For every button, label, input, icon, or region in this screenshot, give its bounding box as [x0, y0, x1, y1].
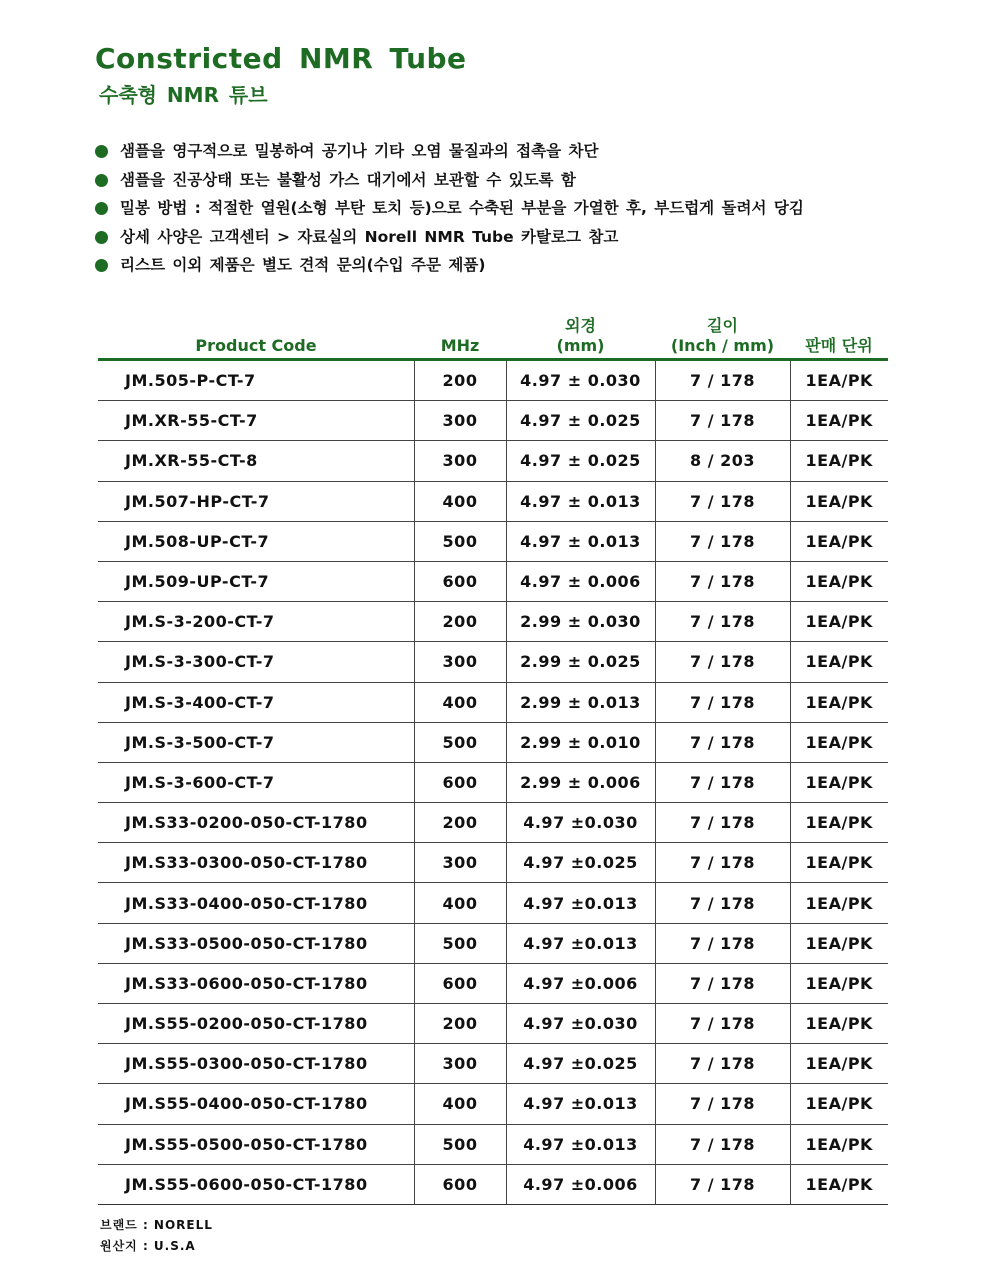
table-row	[98, 642, 888, 682]
table-row	[98, 803, 888, 843]
cell-sales-unit: 1EA/PK	[790, 1004, 888, 1044]
table-row	[98, 1084, 888, 1124]
cell-length: 7 / 178	[655, 642, 790, 682]
cell-outer-diameter: 4.97 ±0.006	[506, 963, 655, 1003]
cell-product-code: JM.S33-0200-050-CT-1780	[98, 803, 414, 843]
cell-product-code: JM.S55-0200-050-CT-1780	[98, 1004, 414, 1044]
cell-mhz: 200	[414, 803, 506, 843]
cell-mhz: 600	[414, 762, 506, 802]
cell-sales-unit: 1EA/PK	[790, 642, 888, 682]
cell-sales-unit: 1EA/PK	[790, 923, 888, 963]
cell-length: 7 / 178	[655, 803, 790, 843]
cell-mhz: 300	[414, 843, 506, 883]
cell-product-code: JM.S-3-300-CT-7	[98, 642, 414, 682]
cell-length: 7 / 178	[655, 521, 790, 561]
cell-length: 7 / 178	[655, 883, 790, 923]
cell-mhz: 400	[414, 481, 506, 521]
cell-mhz: 300	[414, 401, 506, 441]
cell-mhz: 200	[414, 1004, 506, 1044]
feature-list	[95, 140, 804, 283]
cell-outer-diameter: 4.97 ±0.030	[506, 1004, 655, 1044]
cell-product-code: JM.S55-0500-050-CT-1780	[98, 1124, 414, 1164]
cell-length: 7 / 178	[655, 1044, 790, 1084]
cell-mhz: 300	[414, 441, 506, 481]
cell-outer-diameter: 4.97 ± 0.030	[506, 360, 655, 401]
list-item: 샘플을 진공상태 또는 불활성 가스 대기에서 보관할 수 있도록 함	[95, 169, 804, 198]
cell-product-code: JM.S33-0600-050-CT-1780	[98, 963, 414, 1003]
bullet-dot-icon	[95, 202, 108, 215]
cell-length: 7 / 178	[655, 1164, 790, 1204]
cell-product-code: JM.S33-0500-050-CT-1780	[98, 923, 414, 963]
cell-length: 7 / 178	[655, 1084, 790, 1124]
cell-product-code: JM.S55-0600-050-CT-1780	[98, 1164, 414, 1204]
cell-sales-unit: 1EA/PK	[790, 360, 888, 401]
cell-outer-diameter: 4.97 ± 0.006	[506, 561, 655, 601]
cell-sales-unit: 1EA/PK	[790, 1084, 888, 1124]
cell-product-code: JM.S33-0400-050-CT-1780	[98, 883, 414, 923]
cell-product-code: JM.S-3-500-CT-7	[98, 722, 414, 762]
cell-mhz: 400	[414, 1084, 506, 1124]
cell-sales-unit: 1EA/PK	[790, 883, 888, 923]
cell-length: 7 / 178	[655, 762, 790, 802]
cell-sales-unit: 1EA/PK	[790, 1044, 888, 1084]
table-row	[98, 401, 888, 441]
brand-label: 브랜드 : NORELL	[100, 1218, 213, 1232]
cell-mhz: 400	[414, 682, 506, 722]
cell-length: 7 / 178	[655, 843, 790, 883]
cell-outer-diameter: 4.97 ± 0.025	[506, 441, 655, 481]
cell-outer-diameter: 2.99 ± 0.030	[506, 602, 655, 642]
bullet-dot-icon	[95, 145, 108, 158]
bullet-dot-icon	[95, 259, 108, 272]
product-table	[98, 310, 888, 1205]
table-row	[98, 963, 888, 1003]
cell-outer-diameter: 4.97 ±0.025	[506, 843, 655, 883]
table-row	[98, 521, 888, 561]
cell-product-code: JM.S-3-200-CT-7	[98, 602, 414, 642]
cell-product-code: JM.XR-55-CT-8	[98, 441, 414, 481]
cell-sales-unit: 1EA/PK	[790, 803, 888, 843]
cell-mhz: 600	[414, 1164, 506, 1204]
table-row	[98, 602, 888, 642]
cell-mhz: 200	[414, 602, 506, 642]
cell-sales-unit: 1EA/PK	[790, 401, 888, 441]
cell-product-code: JM.507-HP-CT-7	[98, 481, 414, 521]
cell-length: 7 / 178	[655, 923, 790, 963]
cell-outer-diameter: 2.99 ± 0.010	[506, 722, 655, 762]
table-row	[98, 843, 888, 883]
cell-product-code: JM.S55-0400-050-CT-1780	[98, 1084, 414, 1124]
cell-mhz: 200	[414, 360, 506, 401]
table-row	[98, 923, 888, 963]
table-row	[98, 1044, 888, 1084]
cell-outer-diameter: 4.97 ±0.013	[506, 923, 655, 963]
table-row	[98, 481, 888, 521]
header-mhz: MHz	[414, 310, 506, 360]
cell-mhz: 600	[414, 963, 506, 1003]
cell-mhz: 600	[414, 561, 506, 601]
cell-outer-diameter: 4.97 ± 0.025	[506, 401, 655, 441]
cell-length: 7 / 178	[655, 682, 790, 722]
cell-mhz: 500	[414, 521, 506, 561]
table-body	[98, 360, 888, 1205]
cell-length: 7 / 178	[655, 1004, 790, 1044]
list-item: 상세 사양은 고객센터 > 자료실의 Norell NMR Tube 카탈로그 참고	[95, 226, 804, 255]
list-item: 밀봉 방법 : 적절한 열원(소형 부탄 토치 등)으로 수축된 부분을 가열한 후, 부드럽게 돌려서 당김	[95, 197, 804, 226]
cell-length: 7 / 178	[655, 963, 790, 1003]
cell-sales-unit: 1EA/PK	[790, 682, 888, 722]
bullet-dot-icon	[95, 174, 108, 187]
table-row	[98, 561, 888, 601]
cell-mhz: 300	[414, 642, 506, 682]
cell-product-code: JM.S-3-600-CT-7	[98, 762, 414, 802]
page-title: Constricted NMR Tube	[95, 42, 467, 75]
cell-sales-unit: 1EA/PK	[790, 521, 888, 561]
origin-label: 원산지 : U.S.A	[100, 1239, 196, 1253]
table-row	[98, 1004, 888, 1044]
list-item: 리스트 이외 제품은 별도 견적 문의(수입 주문 제품)	[95, 254, 804, 283]
list-item: 샘플을 영구적으로 밀봉하여 공기나 기타 오염 물질과의 접촉을 차단	[95, 140, 804, 169]
header-sales-unit: 판매 단위	[790, 310, 888, 360]
cell-mhz: 300	[414, 1044, 506, 1084]
table-row	[98, 722, 888, 762]
cell-outer-diameter: 4.97 ± 0.013	[506, 521, 655, 561]
cell-outer-diameter: 4.97 ±0.006	[506, 1164, 655, 1204]
page-subtitle: 수축형 NMR 튜브	[99, 83, 268, 107]
cell-outer-diameter: 2.99 ± 0.013	[506, 682, 655, 722]
cell-product-code: JM.S-3-400-CT-7	[98, 682, 414, 722]
cell-length: 7 / 178	[655, 1124, 790, 1164]
cell-sales-unit: 1EA/PK	[790, 762, 888, 802]
cell-length: 7 / 178	[655, 722, 790, 762]
cell-sales-unit: 1EA/PK	[790, 602, 888, 642]
cell-outer-diameter: 4.97 ±0.013	[506, 883, 655, 923]
cell-outer-diameter: 4.97 ±0.030	[506, 803, 655, 843]
table-row	[98, 682, 888, 722]
table-header-row	[98, 310, 888, 360]
cell-outer-diameter: 2.99 ± 0.006	[506, 762, 655, 802]
cell-length: 7 / 178	[655, 481, 790, 521]
cell-product-code: JM.XR-55-CT-7	[98, 401, 414, 441]
cell-sales-unit: 1EA/PK	[790, 963, 888, 1003]
header-length: 길이 (Inch / mm)	[655, 310, 790, 360]
table-row	[98, 762, 888, 802]
cell-mhz: 500	[414, 1124, 506, 1164]
cell-mhz: 500	[414, 923, 506, 963]
cell-product-code: JM.S33-0300-050-CT-1780	[98, 843, 414, 883]
cell-product-code: JM.S55-0300-050-CT-1780	[98, 1044, 414, 1084]
cell-length: 8 / 203	[655, 441, 790, 481]
table-row	[98, 1164, 888, 1204]
cell-length: 7 / 178	[655, 360, 790, 401]
table-row	[98, 883, 888, 923]
cell-length: 7 / 178	[655, 561, 790, 601]
cell-mhz: 500	[414, 722, 506, 762]
bullet-dot-icon	[95, 231, 108, 244]
cell-sales-unit: 1EA/PK	[790, 561, 888, 601]
cell-sales-unit: 1EA/PK	[790, 481, 888, 521]
cell-sales-unit: 1EA/PK	[790, 1164, 888, 1204]
cell-sales-unit: 1EA/PK	[790, 441, 888, 481]
header-outer-diameter: 외경 (mm)	[506, 310, 655, 360]
cell-sales-unit: 1EA/PK	[790, 722, 888, 762]
cell-outer-diameter: 4.97 ±0.013	[506, 1124, 655, 1164]
cell-sales-unit: 1EA/PK	[790, 843, 888, 883]
header-product-code: Product Code	[98, 310, 414, 360]
cell-outer-diameter: 4.97 ± 0.013	[506, 481, 655, 521]
cell-length: 7 / 178	[655, 602, 790, 642]
cell-outer-diameter: 2.99 ± 0.025	[506, 642, 655, 682]
cell-mhz: 400	[414, 883, 506, 923]
cell-product-code: JM.505-P-CT-7	[98, 360, 414, 401]
table-row	[98, 1124, 888, 1164]
cell-product-code: JM.509-UP-CT-7	[98, 561, 414, 601]
table-row	[98, 360, 888, 401]
cell-sales-unit: 1EA/PK	[790, 1124, 888, 1164]
table-row	[98, 441, 888, 481]
cell-outer-diameter: 4.97 ±0.025	[506, 1044, 655, 1084]
cell-product-code: JM.508-UP-CT-7	[98, 521, 414, 561]
cell-outer-diameter: 4.97 ±0.013	[506, 1084, 655, 1124]
cell-length: 7 / 178	[655, 401, 790, 441]
